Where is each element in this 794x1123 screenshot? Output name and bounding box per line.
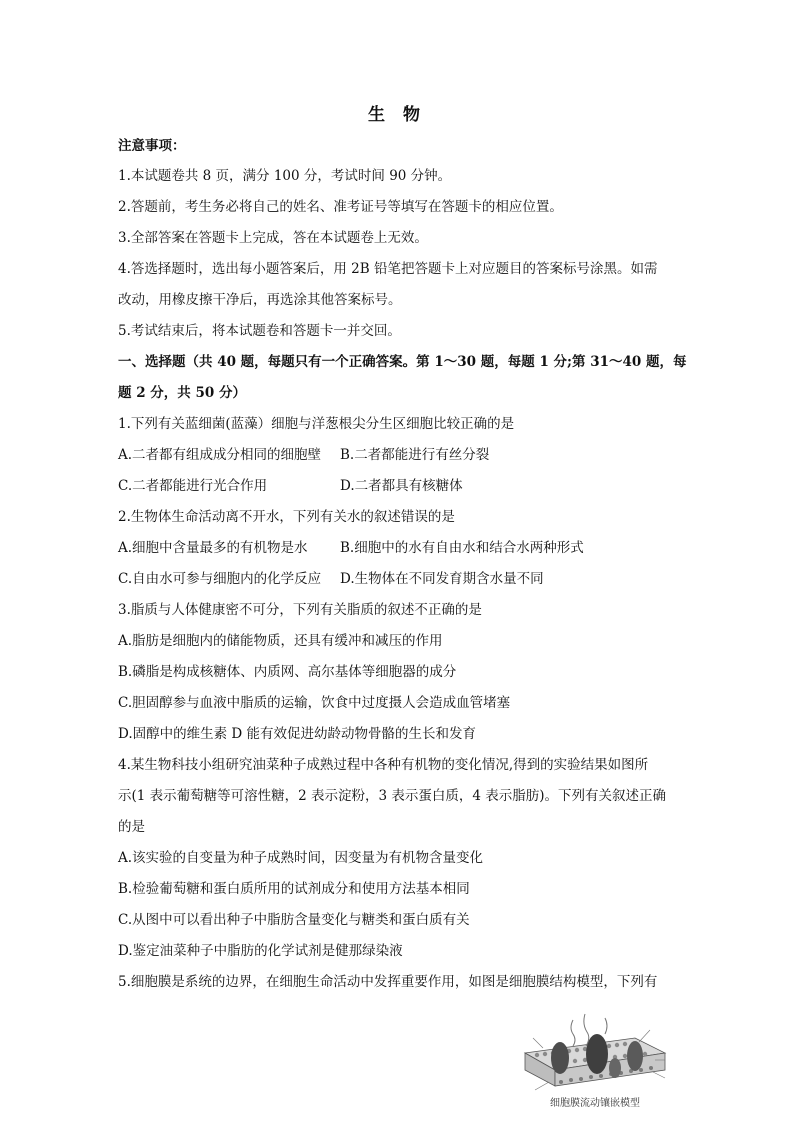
section-heading-cont: 题 2 分，共 50 分） [118, 385, 246, 401]
membrane-model-figure [515, 1008, 675, 1108]
question-2-options-row-2 [118, 569, 688, 589]
question-4-option-c: C.从图中可以看出种子中脂肪含量变化与糖类和蛋白质有关 [118, 912, 470, 928]
notice-item-3: 3.全部答案在答题卡上完成，答在本试题卷上无效。 [118, 230, 428, 246]
notice-item-5: 5.考试结束后，将本试题卷和答题卡一并交回。 [118, 323, 401, 339]
question-2-option-d: D.生物体在不同发育期含水量不同 [340, 571, 544, 587]
notice-item-2: 2.答题前，考生务必将自己的姓名、准考证号等填写在答题卡的相应位置。 [118, 199, 563, 215]
question-2-options-row-1 [118, 538, 688, 558]
page-title: 生 物 [368, 105, 426, 125]
question-4-stem-line-2: 示(1 表示葡萄糖等可溶性糖，2 表示淀粉，3 表示蛋白质，4 表示脂肪)。下列有关叙述正确 [118, 788, 667, 804]
question-1-option-c: C.二者都能进行光合作用 [118, 478, 268, 494]
section-heading: 一、选择题（共 40 题，每题只有一个正确答案。第 1～30 题，每题 1 分;第 31～40 题，每 [118, 354, 687, 370]
question-1-stem: 1.下列有关蓝细菌(蓝藻）细胞与洋葱根尖分生区细胞比较正确的是 [118, 416, 515, 432]
question-2-option-a: A.细胞中含量最多的有机物是水 [118, 540, 308, 556]
question-2-option-b: B.细胞中的水有自由水和结合水两种形式 [340, 540, 584, 556]
question-4-option-a: A.该实验的自变量为种子成熟时间，因变量为有机物含量变化 [118, 850, 484, 866]
question-3-option-a: A.脂肪是细胞内的储能物质，还具有缓冲和减压的作用 [118, 633, 443, 649]
question-4-option-b: B.检验葡萄糖和蛋白质所用的试剂成分和使用方法基本相同 [118, 881, 470, 897]
question-4-stem-line-3: 的是 [118, 819, 145, 835]
question-1-option-b: B.二者都能进行有丝分裂 [340, 447, 490, 463]
notice-item-1: 1.本试题卷共 8 页，满分 100 分，考试时间 90 分钟。 [118, 168, 452, 184]
question-3-stem: 3.脂质与人体健康密不可分，下列有关脂质的叙述不正确的是 [118, 602, 482, 618]
question-2-stem: 2.生物体生命活动离不开水，下列有关水的叙述错误的是 [118, 509, 455, 525]
question-3-option-c: C.胆固醇参与血液中脂质的运输，饮食中过度摄人会造成血管堵塞 [118, 695, 511, 711]
question-4-stem-line-1: 4.某生物科技小组研究油菜种子成熟过程中各种有机物的变化情况,得到的实验结果如图所 [118, 757, 649, 773]
question-1-options-row-2 [118, 476, 688, 496]
question-5-stem: 5.细胞膜是系统的边界，在细胞生命活动中发挥重要作用，如图是细胞膜结构模型，下列有 [118, 974, 658, 990]
question-2-option-c: C.自由水可参与细胞内的化学反应 [118, 571, 322, 587]
notice-item-4: 4.答选择题时，选出每小题答案后，用 2B 铅笔把答题卡上对应题目的答案标号涂黑。如需 [118, 261, 658, 277]
question-1-option-a: A.二者都有组成成分相同的细胞壁 [118, 447, 322, 463]
notice-item-4-cont: 改动，用橡皮擦干净后，再选涂其他答案标号。 [118, 292, 402, 308]
question-3-option-b: B.磷脂是构成核糖体、内质网、高尔基体等细胞器的成分 [118, 664, 457, 680]
question-1-options-row-1 [118, 445, 688, 465]
question-1-option-d: D.二者都具有核糖体 [340, 478, 463, 494]
notice-heading: 注意事项： [118, 138, 186, 154]
question-4-option-d: D.鉴定油菜种子中脂肪的化学试剂是健那绿染液 [118, 943, 403, 959]
question-3-option-d: D.固醇中的维生素 D 能有效促进幼龄动物骨骼的生长和发育 [118, 726, 477, 742]
figure-caption: 细胞膜流动镶嵌模型 [550, 1098, 640, 1109]
